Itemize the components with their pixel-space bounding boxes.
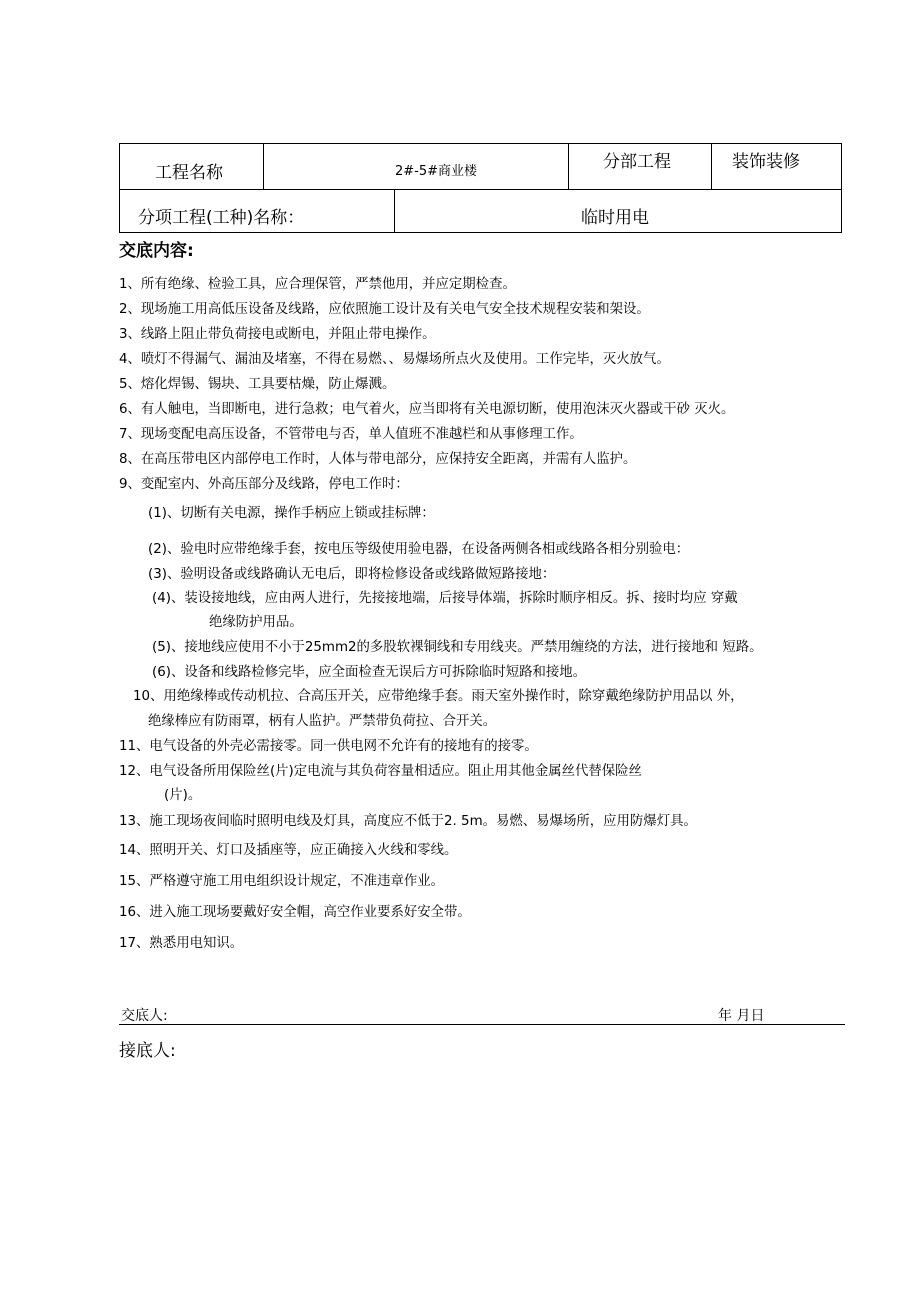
list-item: 10、用绝缘棒或传动机拉、合高压开关，应带绝缘手套。雨天室外操作时，除穿戴绝缘防护用品以 外， xyxy=(133,689,744,704)
list-item-continuation: (片)。 xyxy=(164,788,202,803)
sub-list-item: (5)、接地线应使用不小于25mm2的多股软裸铜线和专用线夹。严禁用缠绕的方法，进行接地和 短路。 xyxy=(152,640,763,655)
content-title: 交底内容: xyxy=(119,241,194,261)
project-name-value-cell xyxy=(264,144,569,189)
sub-project-value: 装饰装修 xyxy=(732,152,800,172)
list-item: 5、熔化焊锡、锡块、工具要枯燥，防止爆溅。 xyxy=(119,377,396,392)
list-item-continuation: 绝缘棒应有防雨罩，柄有人监护。严禁带负荷拉、合开关。 xyxy=(148,714,497,729)
list-item: 1、所有绝缘、检验工具，应合理保管，严禁他用，并应定期检查。 xyxy=(119,277,516,292)
sub-list-item-continuation: 绝缘防护用品。 xyxy=(209,615,303,630)
list-item: 4、喷灯不得漏气、漏油及堵塞，不得在易燃、、易爆场所点火及使用。工作完毕，灭火放气。 xyxy=(119,352,670,367)
list-item: 15、严格遵守施工用电组织设计规定，不准违章作业。 xyxy=(119,874,445,889)
header-row-2 xyxy=(120,190,841,232)
item-label: 分项工程(工种)名称： xyxy=(138,208,305,228)
sub-project-label-cell xyxy=(569,144,712,189)
list-item: 16、进入施工现场要戴好安全帽，高空作业要系好安全带。 xyxy=(119,905,471,920)
list-item: 3、线路上阻止带负荷接电或断电，并阻止带电操作。 xyxy=(119,327,436,342)
receiver-label: 接底人: xyxy=(119,1041,176,1061)
list-item: 13、施工现场夜间临时照明电线及灯具，高度应不低于2. 5m。易燃、易爆场所，应用防爆灯具。 xyxy=(119,814,697,829)
header-row-1 xyxy=(120,144,841,190)
giver-label: 交底人: xyxy=(121,1008,168,1024)
sub-list-item: (6)、设备和线路检修完毕，应全面检查无误后方可拆除临时短路和接地。 xyxy=(152,665,587,680)
sub-list-item: (1)、切断有关电源，操作手柄应上锁或挂标牌： xyxy=(148,506,435,521)
list-item: 6、有人触电，当即断电，进行急救；电气着火，应当即将有关电源切断，使用泡沫灭火器或干砂 灭火。 xyxy=(119,402,735,417)
date-label: 年 月日 xyxy=(718,1008,765,1024)
list-item: 14、照明开关、灯口及插座等，应正确接入火线和零线。 xyxy=(119,843,458,858)
project-name-label: 工程名称 xyxy=(155,163,223,183)
project-name-label-cell xyxy=(120,144,264,189)
list-item: 17、熟悉用电知识。 xyxy=(119,936,244,951)
list-item: 7、现场变配电高压设备，不管带电与否，单人值班不准越栏和从事修理工作。 xyxy=(119,427,583,442)
sub-list-item: (3)、验明设备或线路确认无电后，即将检修设备或线路做短路接地： xyxy=(148,567,556,582)
list-item: 12、电气设备所用保险丝(片)定电流与其负荷容量相适应。阻止用其他金属丝代替保险丝 xyxy=(119,764,642,779)
item-value: 临时用电 xyxy=(581,208,649,228)
project-name-value: 2#-5#商业楼 xyxy=(395,164,478,179)
list-item: 9、变配室内、外高压部分及线路，停电工作时： xyxy=(119,477,409,492)
header-table xyxy=(119,143,842,233)
list-item: 11、电气设备的外壳必需接零。同一供电网不允许有的接地有的接零。 xyxy=(119,739,538,754)
list-item: 2、现场施工用高低压设备及线路，应依照施工设计及有关电气安全技术规程安装和架设。 xyxy=(119,302,650,317)
sub-project-label: 分部工程 xyxy=(603,152,671,172)
sub-list-item: (2)、验电时应带绝缘手套，按电压等级使用验电器，在设备两侧各相或线路各相分别验电： xyxy=(148,542,690,557)
item-value-cell xyxy=(395,190,841,232)
item-label-cell xyxy=(120,190,395,232)
signature-row xyxy=(119,1004,845,1025)
list-item: 8、在高压带电区内部停电工作时，人体与带电部分，应保持安全距离，并需有人监护。 xyxy=(119,452,637,467)
sub-list-item: (4)、装设接地线，应由两人进行，先接接地端，后接导体端，拆除时顺序相反。拆、接时均应 穿戴 xyxy=(152,591,738,606)
sub-project-value-cell xyxy=(712,144,841,189)
